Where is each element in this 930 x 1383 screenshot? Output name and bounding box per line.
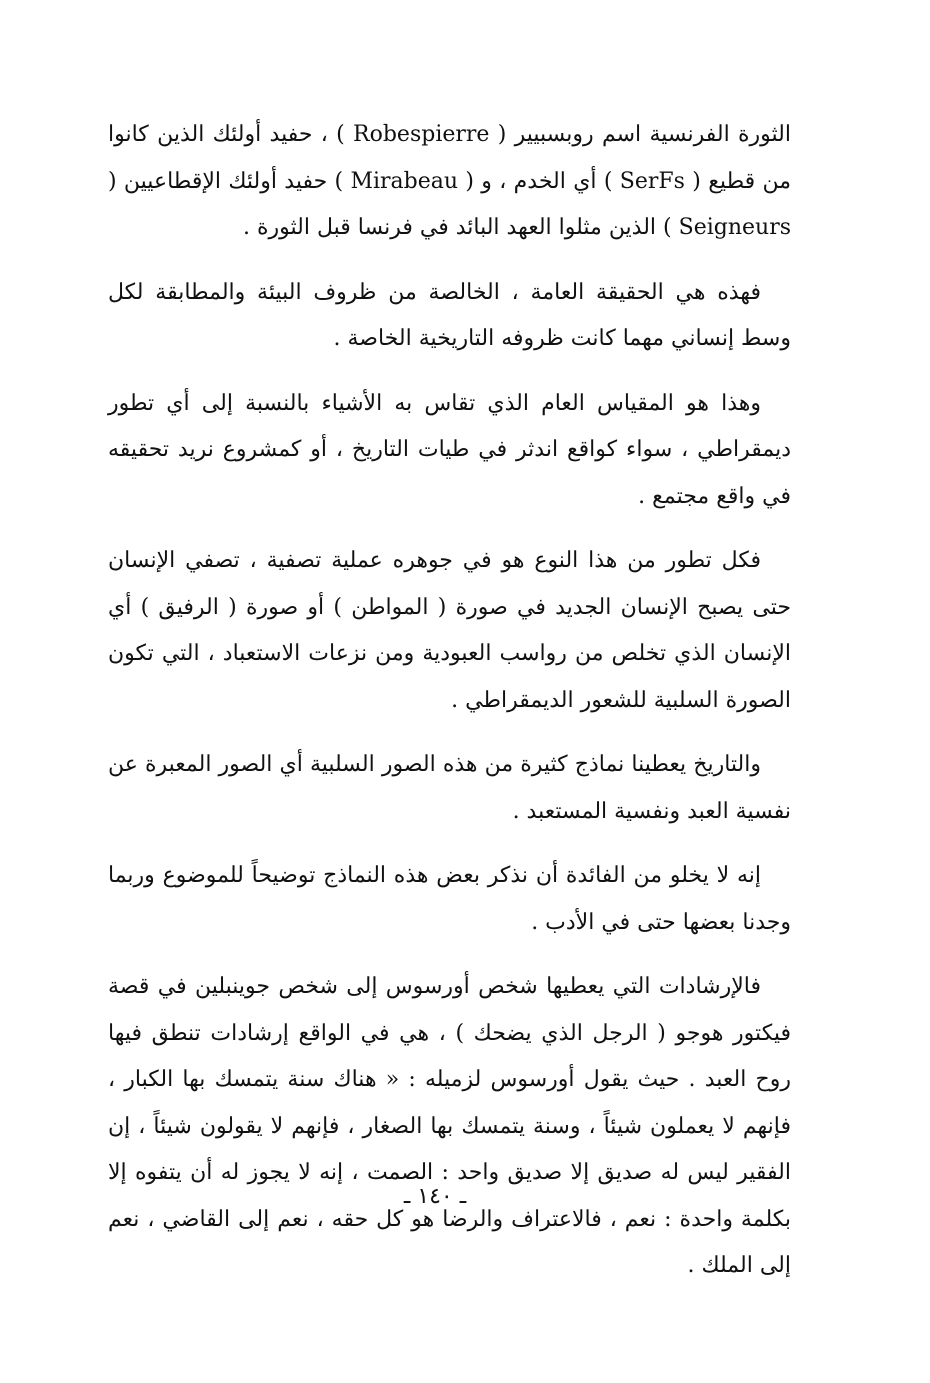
page-number: ـ ١٤٠ ـ xyxy=(403,1184,467,1209)
paragraph-2: فهذه هي الحقيقة العامة ، الخالصة من ظروف البيئة والمطابقة لكل وسط إنساني مهما كانت ظروفه التاريخية الخاصة . xyxy=(108,279,791,351)
paragraph-1: الثورة الفرنسية اسم روبسبيير ( Robespierre ) ، حفيد أولئك الذين كانوا من قطيع ( SerFs ) أي الخدم ، و ( Mirabeau ) حفيد أولئك الإقطاعيين ( Seigneurs ) الذين مثلوا العهد البائد في فرنسا قبل الثورة . xyxy=(108,122,791,240)
page-body xyxy=(108,112,791,1308)
paragraph-4: فكل تطور من هذا النوع هو في جوهره عملية تصفية ، تصفي الإنسان حتى يصبح الإنسان الجديد في صورة ( المواطن ) أو صورة ( الرفيق ) أي الإنسان الذي تخلص من رواسب العبودية ومن نزعات الاستعباد ، التي تكون الصورة السلبية للشعور الديمقراطي . xyxy=(108,548,791,713)
paragraph-7: فالإرشادات التي يعطيها شخص أورسوس إلى شخص جوينبلين في قصة فيكتور هوجو ( الرجل الذي يضحك ) ، هي في الواقع إرشادات تنطق فيها روح العبد . حيث يقول أورسوس لزميله : « هناك سنة يتمسك بها الكبار ، فإنهم لا يعملون شيئاً ، وسنة يتمسك بها الصغار ، فإنهم لا يقولون شيئاً ، إن الفقير ليس له صديق إلا صديق واحد : الصمت ، إنه لا يجوز له أن يتفوه إلا بكلمة واحدة : نعم ، فالاعتراف والرضا هو كل حقه ، نعم إلى القاضي ، نعم إلى الملك . xyxy=(108,974,791,1278)
paragraph-5: والتاريخ يعطينا نماذج كثيرة من هذه الصور السلبية أي الصور المعبرة عن نفسية العبد ونفسية المستعبد . xyxy=(108,752,791,824)
paragraph-3: وهذا هو المقياس العام الذي تقاس به الأشياء بالنسبة إلى أي تطور ديمقراطي ، سواء كواقع اندثر في طيات التاريخ ، أو كمشروع نريد تحقيقه في واقع مجتمع . xyxy=(108,390,791,509)
paragraph-6: إنه لا يخلو من الفائدة أن نذكر بعض هذه النماذج توضيحاً للموضوع وربما وجدنا بعضها حتى في الأدب . xyxy=(108,863,791,935)
